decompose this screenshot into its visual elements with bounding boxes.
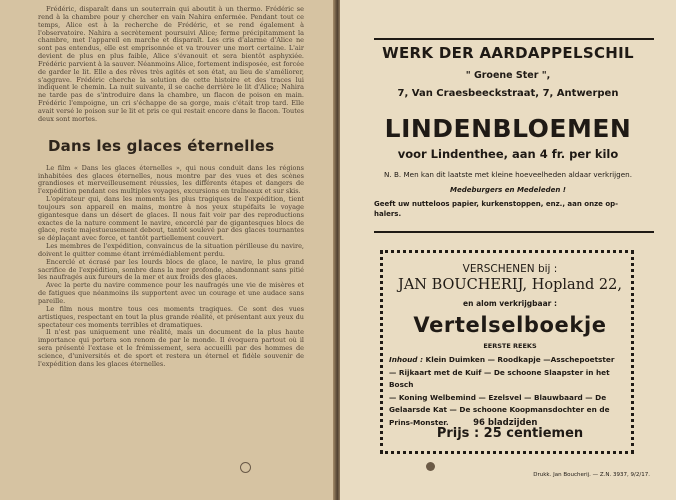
box-contents-line: Klein Duimken — Roodkapje —Asschepoetster <box>425 355 615 364</box>
box-published-line: VERSCHENEN bij : <box>462 263 558 275</box>
box-contents-line: Prins-Monster. <box>389 417 449 427</box>
box-available: en alom verkrijgbaar : <box>463 299 557 308</box>
binding-hole <box>240 462 251 473</box>
ad-note: N. B. Men kan dit laatste met kleine hoeveelheden aldaar verkrijgen. <box>384 170 632 179</box>
ad-members-call: Medeburgers en Medeleden ! <box>450 186 566 194</box>
box-contents-label: Inhoud : <box>389 355 423 364</box>
article-heading: Dans les glaces éternelles <box>48 136 275 155</box>
article-paragraph: Encerclé et écrasé par les lourds blocs de glace, le navire, le plus grand sacrifice de l'expédition, sombre dans la mer profonde, abandonnant sans pitié les naufragés aux fureurs de la mer et aux froids des glaces. <box>38 257 304 282</box>
article-paragraph: L'opérateur qui, dans les moments les plus tragiques de l'expédition, tient toujours son appareil en mains, montre à nos yeux stupéfaits le voyage gigantesque dans un désert de glaces. Il nous fait voir par des reproductions exactes de la nature comment le navire, encerclé par de gigantesques blocs de glace, reste majestueusement debout, tantôt soulevé par des glaces tournantes se déplaçant avec force, et tantôt partiellement couvert. <box>38 195 304 243</box>
book-advertisement-box <box>380 250 634 454</box>
box-contents-line: — Koning Welbemind — Ezelsvel — Blauwbaard — De <box>389 392 607 402</box>
binding-hole <box>426 462 435 471</box>
box-book-title: Vertelselboekje <box>413 313 607 337</box>
article-paragraph: Le film nous montre tous ces moments tragiques. Ce sont des vues artistiques, respectant en tout la plus grande réalité, et présentant aux yeux du spectateur ces moments terribles et dramatiques. <box>38 304 304 329</box>
top-rule <box>374 38 654 40</box>
box-contents <box>389 354 629 429</box>
article-paragraph: Il n'est pas uniquement une réalité, mais un document de la plus haute importance qui portera son renom de par le monde. Il évoquera partout où il sera présenté l'extase et le frémissement, sera accueilli par des hommes de science, d'universités et de sport et restera un éternel et fidèle souvenir de l'expédition dans les glaces éternelles. <box>38 328 304 368</box>
box-series: EERSTE REEKS <box>483 342 537 350</box>
right-page <box>340 0 676 500</box>
box-contents-line: — Rijkaart met de Kuif — De schoone Slaapster in het Bosch <box>389 367 610 389</box>
bottom-rule <box>374 231 654 233</box>
ad-donate-line: Geeft uw nutteloos papier, kurkenstoppen, enz., aan onze op- <box>374 200 619 208</box>
ad-title-aardappelschil: WERK DER AARDAPPELSCHIL <box>382 44 634 62</box>
box-pages: 96 bladzijden <box>473 417 538 428</box>
ad-subtitle-groene-ster: " Groene Ster ", <box>465 70 551 81</box>
printer-footer: Drukk. Jan Boucherij. — Z.N. 3937, 9/2/17. <box>533 472 650 478</box>
ad-subtitle-lindenthee: voor Lindenthee, aan 4 fr. per kilo <box>397 147 619 161</box>
ad-donate-line: halers. <box>374 210 402 218</box>
box-price: Prijs : 25 centiemen <box>436 426 584 441</box>
ad-address: 7, Van Craesbeeckstraat, 7, Antwerpen <box>397 88 619 99</box>
article-paragraph: Le film « Dans les glaces éternelles », qui nous conduit dans les régions inhabitées des glaces éternelles, nous montre par des vues et des scènes grandioses et merveilleusement réussies, les différents étapes et dangers de l'expédition pendant ces multiples voyages, excursions en traîneaux et sur skis. <box>38 163 304 196</box>
ad-title-lindenbloemen: LINDENBLOEMEN <box>384 114 632 143</box>
left-page <box>0 0 336 500</box>
article-paragraph: Avec la perte du navire commence pour les naufragés une vie de misères et de fatigues que néanmoins ils supportent avec un courage et une audace sans pareille. <box>38 281 304 305</box>
article-paragraph: Les membres de l'expédition, convaincus de la situation périlleuse du navire, doivent le quitter comme étant irrémédiablement perdu. <box>38 242 304 258</box>
box-publisher: JAN BOUCHERIJ, Hopland 22, <box>398 277 622 293</box>
box-contents-line: Gelaarsde Kat — De schoone Koopmansdochter en de <box>389 405 610 414</box>
story-paragraph: Frédéric, disparaît dans un souterrain qui aboutit à un thermo. Frédéric se rend à la chambre pour y chercher en vain Nahira enfermée. Pendant tout ce temps, Alice est à la recherche de Frédéric, et se rend également à l'observatoire. Nahira a secrètement poursuivi Alice; ferme précipitamment la chambre, met l'appareil en marche et disparaît. Les cris d'alarme d'Alice ne sont pas entendus, elle est emprisonnée et va trouver une mort certaine. L'air devient de plus en plus faible, Alice s'évanouit et sera bientôt asphyxiée. Frédéric parvient à la sauver. Néanmoins Alice, fortement indisposée, est forcée de garder le lit. Elle a des rêves très agités et son état, au lieu de s'améliorer, s'aggrave. Frédéric cherche la solution de cette histoire et des traces lui indiquent le chemin. La nuit suivante, il se cache derrière le lit d'Alice; Nahira ne tarde pas de s'introduire dans la chambre, un flacon de poison en main. Frédéric l'empoigne, un cri s'échappe de sa gorge, mais c'était trop tard. Elle avait versé le poison sur le lit et pris ce qui restait encore dans le flacon. Toutes deux sont mortes. <box>38 5 304 123</box>
